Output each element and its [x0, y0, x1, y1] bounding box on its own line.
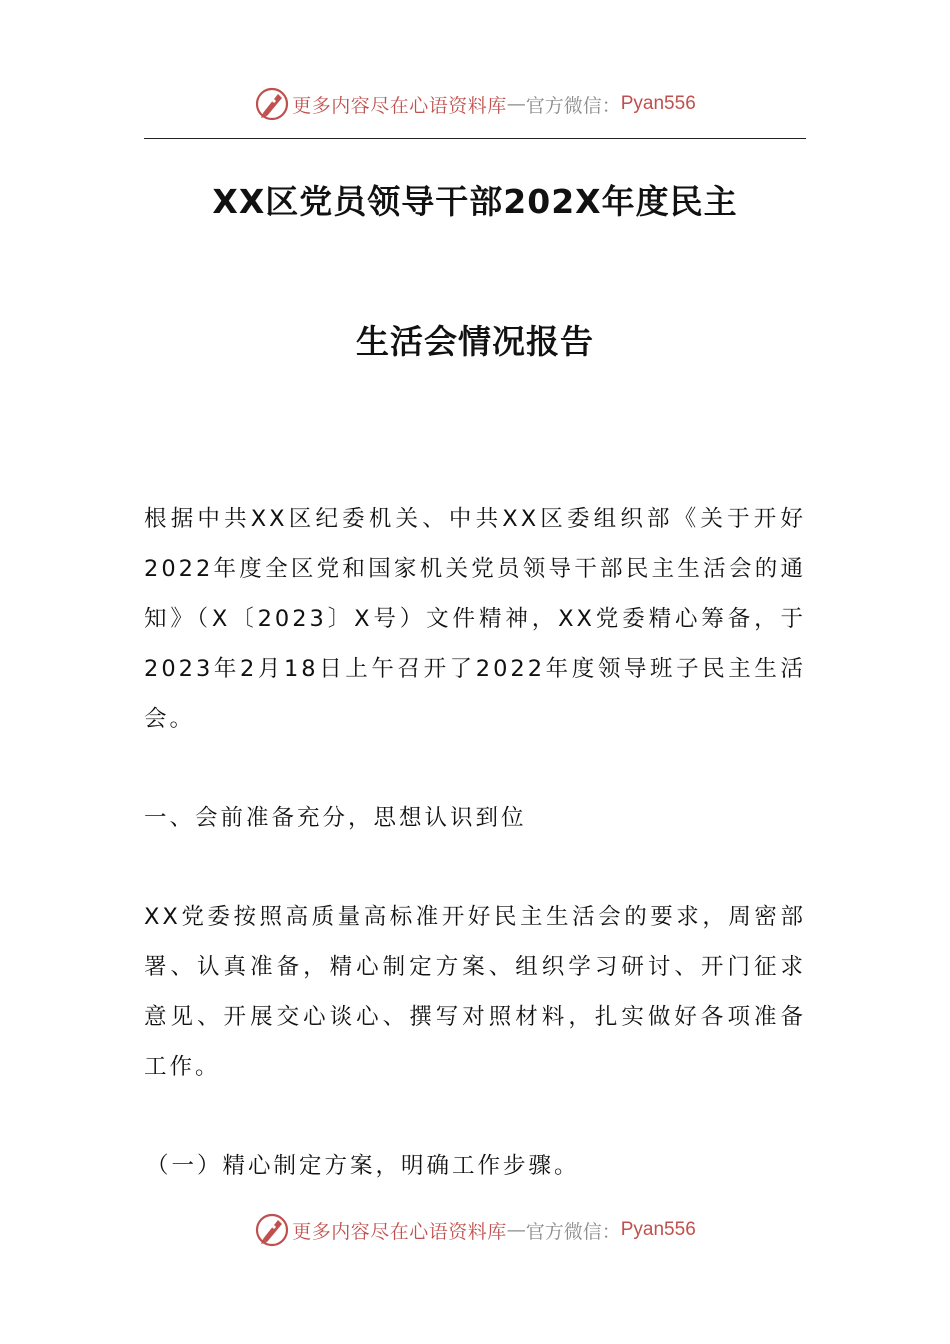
paragraph-section-1: XX党委按照高质量高标准开好民主生活会的要求，周密部署、认真准备，精心制定方案、组织学习研讨、开门征求意见、开展交心谈心、撰写对照材料，扎实做好各项准备工作。 — [144, 904, 806, 1080]
brand-text: 更多内容尽在心语资料库 — [292, 94, 507, 117]
brand-text: 更多内容尽在心语资料库 — [292, 1220, 507, 1243]
footer-watermark — [0, 1210, 950, 1250]
pen-logo-icon — [254, 86, 290, 122]
document-title-line1: XX区党员领导干部202X年度民主 — [212, 182, 738, 221]
separator-text: — — [506, 93, 526, 115]
paragraph-intro: 根据中共XX区纪委机关、中共XX区委组织部《关于开好2022年度全区党和国家机关党员领导干部民主生活会的通知》（X〔2023〕X号）文件精神，XX党委精心筹备，于2023年2月18日上午召开了2022年度领导班子民主生活会。 — [144, 506, 806, 732]
header-watermark — [0, 84, 950, 124]
subsection-heading-1: （一）精心制定方案，明确工作步骤。 — [146, 1153, 580, 1179]
wechat-id: Pyan556 — [620, 1219, 696, 1240]
pen-logo-icon — [254, 1212, 290, 1248]
wechat-label: 官方微信： — [525, 94, 621, 117]
header-divider — [144, 138, 806, 139]
section-heading-1: 一、会前准备充分，思想认识到位 — [144, 805, 527, 831]
document-title-line2: 生活会情况报告 — [356, 322, 594, 361]
separator-text: — — [506, 1219, 526, 1241]
wechat-id: Pyan556 — [620, 93, 696, 114]
wechat-label: 官方微信： — [525, 1220, 621, 1243]
